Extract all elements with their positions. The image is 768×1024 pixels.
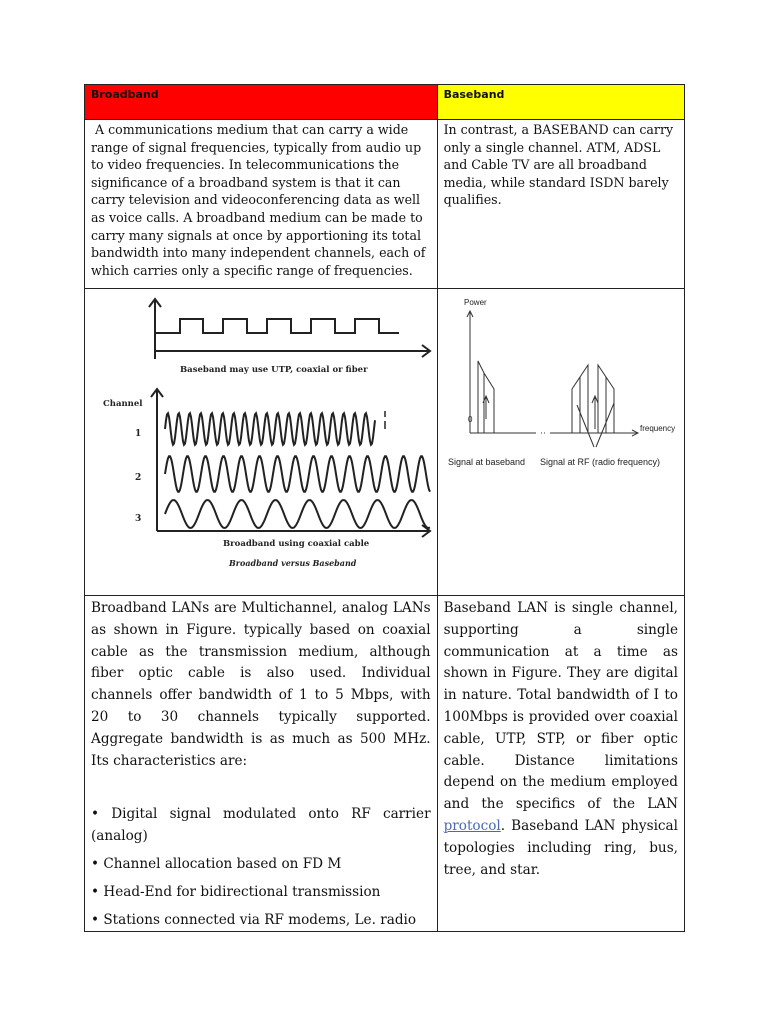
signal-rf-label: Signal at RF (radio frequency) (539, 457, 660, 467)
figure-row (85, 289, 685, 596)
baseband-definition-cell (437, 120, 684, 289)
definition-row (85, 120, 685, 289)
baseband-lan-text-b: . Baseband LAN physical topologies including ring, bus, tree, and star. (443, 817, 678, 878)
channel-3-label: 3 (135, 514, 142, 524)
spectrum-figure (438, 289, 685, 595)
channel-1-label: 1 (135, 429, 142, 439)
comparison-table (84, 84, 685, 932)
channel-3-wave (165, 500, 430, 528)
channel-2-wave (165, 456, 430, 491)
broadband-header-cell (85, 85, 438, 120)
caption-bottom: Broadband using coaxial cable (223, 539, 370, 549)
signal-baseband-label: Signal at baseband (447, 457, 525, 467)
baseband-definition: In contrast, a BASEBAND can carry only a single channel. ATM, ADSL and Cable TV are all broadband media, while standard ISDN barely qualifies. (443, 122, 674, 208)
frequency-label: frequency (639, 424, 675, 433)
baseband-header: Baseband (443, 88, 505, 101)
bullet-item: • Head-End for bidirectional transmission (91, 883, 381, 900)
broadband-lan-paragraph: Broadband LANs are Multichannel, analog LANs as shown in Figure. typically based on coaxial cable as the transmission medium, although fiber optic cable is also used. Individual channels offer bandwidth of 1 to 5 Mbps, with 20 to 30 channels typically supported. Aggregate bandwidth is as much as 500 MHz. Its characteristics are: (91, 600, 431, 769)
zero-label: 0 (467, 415, 473, 424)
baseband-lan-cell (437, 596, 684, 932)
broadband-lan-cell (85, 596, 438, 932)
broadband-vs-baseband-figure (85, 289, 437, 595)
bullet-item: • Digital signal modulated onto RF carrier (analog) (91, 806, 431, 845)
broadband-definition-cell (85, 120, 438, 289)
header-row (85, 85, 685, 120)
channel-label: Channel (103, 399, 143, 409)
baseband-square-wave (149, 299, 430, 359)
caption-top: Baseband may use UTP, coaxial or fiber (180, 365, 368, 375)
bullet-item: • Channel allocation based on FD M (91, 855, 342, 872)
channel-2-label: 2 (135, 473, 142, 483)
right-figure-cell (437, 289, 684, 596)
baseband-lan-text-a: Baseband LAN is single channel, supporting a single communication at a time as shown in Figure. They are digital in nature. Total bandwidth of I to 100Mbps is provided over coaxial cable, UTP, STP, or fiber optic cable. Distance limitations depend on the medium employed and the specifics of the LAN (443, 600, 678, 813)
baseband-header-cell (437, 85, 684, 120)
power-label: Power (463, 298, 487, 307)
left-figure-cell (85, 289, 438, 596)
broadband-header: Broadband (91, 88, 159, 101)
bullet-item: • Stations connected via RF modems, Le. radio (91, 911, 417, 928)
channel-1-wave (165, 413, 375, 445)
protocol-link[interactable]: protocol (443, 817, 501, 834)
broadband-definition: A communications medium that can carry a wide range of signal frequencies, typically from audio up to video frequencies. In telecommunications the significance of a broadband system is that it can carry television and videoconferencing data as well as voice calls. A broadband medium can be made to carry many signals at once by apportioning its total bandwidth into many independent channels, each of which carries only a specific range of frequencies. (91, 122, 430, 278)
baseband-lan-paragraph (444, 598, 678, 881)
caption-italic: Broadband versus Baseband (229, 558, 357, 568)
lan-description-row (85, 596, 685, 932)
